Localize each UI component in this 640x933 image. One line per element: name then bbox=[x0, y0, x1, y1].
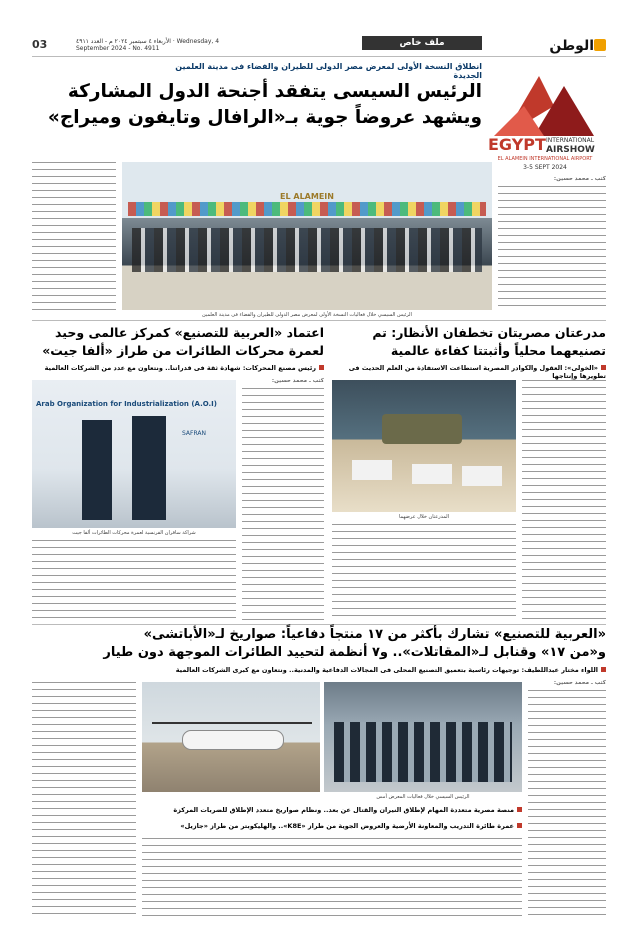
airshow-name-1: EGYPT bbox=[488, 135, 546, 154]
helicopter-rotor bbox=[152, 722, 312, 724]
story3-text-bottom bbox=[32, 540, 236, 620]
lead-headline-1: الرئيس السيسى يتفقد أجنحة الدول المشاركة bbox=[67, 81, 482, 102]
story4-subhead bbox=[32, 666, 606, 674]
story2-subhead-text: «الخولى»: العقول والكوادر المصرية استطاعت الاستفادة من العلم الحديث فى تطويرها وإنتاجها bbox=[348, 364, 606, 380]
lead-text-right bbox=[498, 186, 606, 306]
story4-headline-2: و«من ١٧» وقنابل لـ«المقاتلات».. و٧ أنظمة لتحييد الطائرات الموجهة دون طيار bbox=[103, 645, 606, 660]
story4-text-left bbox=[32, 682, 136, 918]
story4-bullet-1-text: منصة مصرية متعددة المهام لإطلاق النيران والقتال عن بعد.. ونظام صواريخ متعدد الإطلاق للضربات المركزة bbox=[173, 806, 514, 814]
airshow-triangles-icon bbox=[484, 66, 606, 156]
story2-subhead bbox=[332, 364, 606, 380]
story3-headline: اعتماد «العربية للتصنيع» كمركز عالمى وحيد لعمرة محركات الطائرات من طراز «ألفا جيت» bbox=[42, 325, 324, 358]
story4-bullet-1 bbox=[142, 806, 522, 814]
issue-dates: الأربعاء ٤ سبتمبر ٢٠٢٤ م - العدد ٤٩١١ · Wednesday, 4 September 2024 - No. 4911 bbox=[76, 38, 220, 52]
story4-photo-left bbox=[142, 682, 320, 792]
lead-photo-caption: الرئيس السيسي خلال فعاليات النسخة الأولى لمعرض مصر الدولى للطيران والفضاء فى مدينة العلمين bbox=[202, 312, 412, 318]
story4-bullet-2 bbox=[142, 822, 522, 830]
display-sign bbox=[462, 466, 502, 486]
photo-sign-text-2: SAFRAN bbox=[182, 430, 206, 437]
story3-text-right bbox=[242, 388, 324, 620]
airshow-dates: 3-5 SEPT 2024 bbox=[523, 164, 567, 171]
airshow-logo bbox=[484, 66, 606, 172]
bullet-square-icon bbox=[601, 667, 606, 672]
bullet-square-icon bbox=[319, 365, 324, 370]
lead-text-left bbox=[32, 162, 116, 314]
story3-byline: كتب ـ محمد حسين: bbox=[271, 378, 324, 384]
header-divider bbox=[32, 56, 606, 57]
officials-group bbox=[334, 722, 512, 782]
lead-headline-2: ويشهد عروضاً جوية بـ«الرافال وتايفون وميراج» bbox=[47, 107, 482, 128]
airshow-tagline: EL ALAMEIN INTERNATIONAL AIRPORT bbox=[497, 156, 593, 162]
man-right bbox=[132, 416, 166, 520]
logo-text: الوطن bbox=[549, 38, 594, 54]
story3-subhead bbox=[32, 364, 324, 372]
story2-text-bottom bbox=[332, 524, 516, 620]
airshow-name-2: INTERNATIONAL bbox=[546, 137, 595, 144]
story3-photo-caption: شراكة سافران الفرنسية لعمرة محركات الطائرات ألفا جيت bbox=[72, 530, 196, 536]
photo-sign-text: Arab Organization for Industrialization (A.O.I) bbox=[36, 400, 217, 408]
man-left bbox=[82, 420, 112, 520]
story4-photo-right bbox=[324, 682, 522, 792]
logo-mark-icon bbox=[594, 39, 606, 51]
bullet-square-icon bbox=[517, 823, 522, 828]
story3-subhead-text: رئيس مصنع المحركات: شهادة ثقة فى قدراتنا.. ونتعاون مع عدد من الشركات العالمية bbox=[44, 364, 316, 372]
story4-subhead-text: اللواء مختار عبداللطيف: توجيهات رئاسية بتعميق التصنيع المحلى فى المجالات الدفاعية والمدنية.. ونتعاون مع كبرى الشركات العالمية bbox=[175, 666, 598, 674]
delegation-group bbox=[132, 228, 482, 272]
lead-kicker: انطلاق النسخة الأولى لمعرض مصر الدولى للطيران والفضاء فى مدينة العلمين الجديدة bbox=[175, 62, 482, 80]
bullet-square-icon bbox=[601, 365, 606, 370]
lead-photo bbox=[122, 162, 492, 310]
section-label: ملف خاص bbox=[362, 36, 482, 50]
divider-2 bbox=[32, 624, 606, 625]
story2-headline: مدرعتان مصريتان تخطفان الأنظار: تم تصنيعهما محلياً وأثبتتا كفاءة عالمية bbox=[372, 325, 606, 358]
airshow-name-3: AIRSHOW bbox=[546, 145, 595, 155]
story4-bullet-2-text: عمرة طائرة التدريب والمعاونة الأرضية والعروض الجوية من طراز «K8E».. والهليكوبتر من طراز «جازيل» bbox=[180, 822, 514, 830]
story2-text-right bbox=[522, 380, 606, 620]
newspaper-page bbox=[32, 36, 606, 918]
story2-photo bbox=[332, 380, 516, 512]
story4-caption-right: الرئيس السيسي خلال فعاليات المعرض أمس bbox=[376, 794, 470, 800]
story3-photo bbox=[32, 380, 236, 528]
display-sign bbox=[412, 464, 452, 484]
lead-byline: كتب ـ محمد حسين: bbox=[553, 176, 606, 182]
newspaper-logo bbox=[532, 36, 606, 56]
display-sign bbox=[352, 460, 392, 480]
helicopter-body bbox=[182, 730, 284, 750]
armored-vehicle bbox=[382, 414, 462, 444]
story4-text-right bbox=[528, 690, 606, 918]
bullet-square-icon bbox=[517, 807, 522, 812]
photo-banner-text: EL ALAMEIN bbox=[280, 192, 334, 201]
story4-headline-1: «العربية للتصنيع» تشارك بأكثر من ١٧ منتجاً دفاعياً: صواريخ لـ«الأباتشى» bbox=[143, 627, 606, 642]
divider-1 bbox=[32, 320, 606, 321]
flags-row bbox=[128, 202, 486, 216]
story4-byline: كتب ـ محمد حسين: bbox=[553, 680, 606, 686]
story2-photo-caption: المدرعتان خلال عرضهما bbox=[398, 514, 450, 520]
page-number: 03 bbox=[32, 38, 48, 51]
story4-text-bottom bbox=[142, 838, 522, 918]
